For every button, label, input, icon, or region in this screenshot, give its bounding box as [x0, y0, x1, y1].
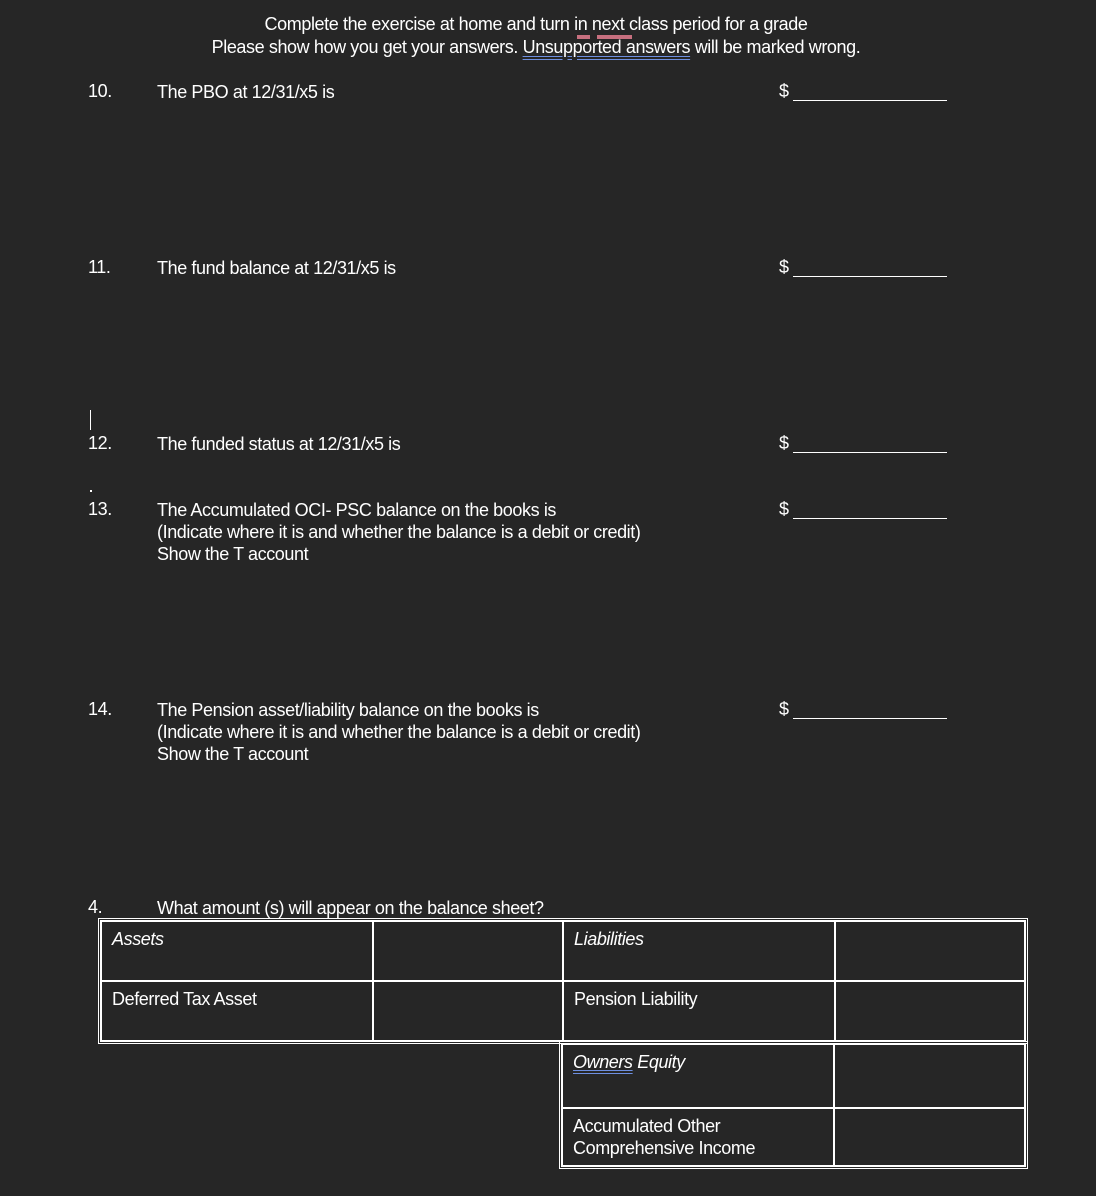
answer-blank-10[interactable] [779, 81, 947, 102]
question-text-12: The funded status at 12/31/x5 is [157, 434, 401, 454]
answer-line [793, 452, 947, 453]
pension-liability-amount[interactable] [835, 981, 1025, 1041]
question-number-4: 4. [88, 897, 103, 917]
dollar-sign: $ [779, 499, 789, 519]
answer-blank-11[interactable] [779, 257, 947, 278]
owners-word: Owners [573, 1052, 633, 1072]
deferred-tax-asset-amount[interactable] [373, 981, 563, 1041]
question-number-10: 10. [88, 81, 112, 101]
deferred-tax-asset-label: Deferred Tax Asset [101, 981, 373, 1041]
question-text-13 [157, 499, 640, 565]
balance-sheet-table-equity [559, 1041, 1028, 1169]
question-13-line2: (Indicate where it is and whether the balance is a debit or credit) [157, 522, 641, 542]
answer-line [793, 100, 947, 101]
liabilities-amount-header[interactable] [835, 921, 1025, 981]
question-number-11: 11. [88, 257, 111, 277]
question-number-14: 14. [88, 699, 112, 719]
aoci-amount[interactable] [834, 1108, 1025, 1166]
instruction-line-2 [0, 37, 1072, 58]
question-text-11: The fund balance at 12/31/x5 is [157, 258, 396, 278]
dollar-sign: $ [779, 81, 789, 101]
answer-blank-12[interactable] [779, 433, 947, 454]
liabilities-header: Liabilities [563, 921, 835, 981]
answer-blank-14[interactable] [779, 699, 947, 720]
answer-line [793, 718, 947, 719]
equity-word: Equity [632, 1052, 685, 1072]
aoci-label-line1: Accumulated Other [573, 1116, 721, 1136]
question-14-line1: The Pension asset/liability balance on the books is [157, 700, 539, 720]
owners-equity-header [562, 1044, 834, 1108]
question-14-line3: Show the T account [157, 744, 309, 764]
answer-line [793, 518, 947, 519]
balance-sheet-table-top [98, 918, 1028, 1044]
owners-equity-amount-header[interactable] [834, 1044, 1025, 1108]
answer-line [793, 276, 947, 277]
question-13-line3: Show the T account [157, 544, 309, 564]
aoci-label-line2: Comprehensive Income [573, 1138, 756, 1158]
dollar-sign: $ [779, 699, 789, 719]
dollar-sign: $ [779, 257, 789, 277]
assets-amount-header[interactable] [373, 921, 563, 981]
question-text-10: The PBO at 12/31/x5 is [157, 82, 335, 102]
instruction-suffix: will be marked wrong. [690, 37, 861, 57]
list-dot [90, 490, 92, 492]
question-number-13: 13. [88, 499, 112, 519]
instruction-prefix: Please show how you get your answers. [211, 37, 523, 57]
question-text-14 [157, 699, 640, 765]
text-cursor [90, 410, 91, 430]
assets-header: Assets [101, 921, 373, 981]
question-13-line1: The Accumulated OCI- PSC balance on the books is [157, 500, 557, 520]
balance-sheet-question: What amount (s) will appear on the balance sheet? [157, 898, 544, 918]
question-number-12: 12. [88, 433, 112, 453]
aoci-label [562, 1108, 834, 1166]
instruction-line-1: Complete the exercise at home and turn in next class period for a grade [264, 14, 808, 34]
answer-blank-13[interactable] [779, 499, 947, 520]
pension-liability-label: Pension Liability [563, 981, 835, 1041]
flagged-phrase: Unsupported answers [522, 37, 691, 57]
dollar-sign: $ [779, 433, 789, 453]
question-14-line2: (Indicate where it is and whether the balance is a debit or credit) [157, 722, 641, 742]
